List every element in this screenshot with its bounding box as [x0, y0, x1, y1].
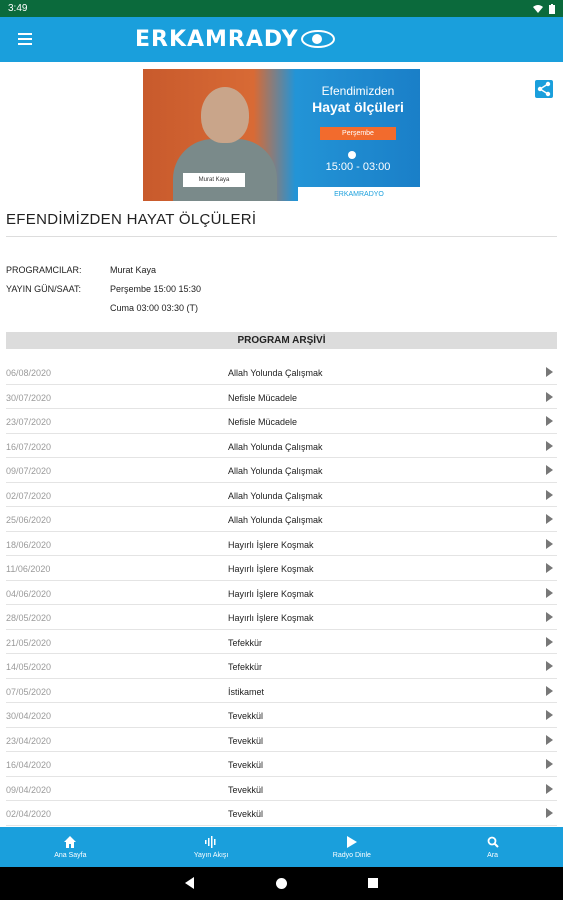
archive-title: Tevekkül [228, 784, 264, 795]
archive-date: 04/06/2020 [6, 588, 52, 599]
archive-date: 06/08/2020 [6, 368, 52, 378]
banner-time: 15:00 - 03:00 [325, 161, 391, 173]
play-arrow-icon[interactable] [546, 490, 553, 500]
play-arrow-icon[interactable] [546, 661, 553, 671]
archive-date: 16/07/2020 [6, 441, 52, 452]
play-arrow-icon[interactable] [546, 612, 553, 622]
nav-listen-label: Radyo Dinle [332, 852, 371, 859]
play-arrow-icon[interactable] [546, 784, 553, 794]
archive-title: Hayırlı İşlere Koşmak [228, 539, 314, 550]
play-arrow-icon[interactable] [546, 686, 553, 696]
play-arrow-icon[interactable] [546, 367, 553, 377]
archive-row[interactable] [6, 654, 557, 679]
back-icon[interactable] [185, 877, 194, 889]
play-arrow-icon[interactable] [546, 465, 553, 475]
archive-row[interactable] [6, 777, 557, 802]
play-arrow-icon[interactable] [546, 735, 553, 745]
bottom-navigation [0, 827, 563, 867]
search-icon [487, 836, 499, 848]
archive-date: 23/04/2020 [6, 735, 52, 746]
archive-title: Nefisle Mücadele [228, 392, 298, 403]
archive-title: Allah Yolunda Çalışmak [228, 441, 323, 452]
archive-title: Nefisle Mücadele [228, 417, 298, 427]
logo-text: ERKAMRADY [135, 26, 299, 52]
archive-title: İstikamet [228, 686, 265, 697]
archive-date: 23/07/2020 [6, 417, 52, 427]
erkam-radyo-logo [135, 27, 335, 51]
archive-date: 09/04/2020 [6, 784, 52, 795]
play-arrow-icon[interactable] [546, 808, 553, 818]
archive-date: 14/05/2020 [6, 662, 52, 672]
archive-row[interactable] [6, 801, 557, 826]
archive-title: Allah Yolunda Çalışmak [228, 466, 323, 476]
archive-row[interactable] [6, 409, 557, 434]
home-icon [64, 836, 76, 848]
nav-search-label: Ara [487, 852, 499, 859]
archive-date: 02/07/2020 [6, 490, 52, 501]
archive-title: Tevekkül [228, 760, 264, 770]
schedule-value-2: Cuma 03:00 03:30 (T) [110, 303, 199, 313]
share-button[interactable] [535, 80, 553, 98]
archive-row[interactable] [6, 630, 557, 655]
archive-date: 09/07/2020 [6, 466, 52, 476]
play-arrow-icon[interactable] [546, 563, 553, 573]
archive-row[interactable] [6, 556, 557, 581]
archive-title: Hayırlı İşlere Koşmak [228, 564, 314, 574]
logo-eye-icon [301, 30, 335, 48]
share-icon [535, 80, 553, 98]
archive-row[interactable] [6, 385, 557, 410]
archive-date: 18/06/2020 [6, 539, 52, 550]
menu-icon[interactable] [18, 33, 32, 45]
archive-row[interactable] [6, 507, 557, 532]
nav-home-label: Ana Sayfa [54, 852, 87, 859]
archive-title: Tevekkül [228, 735, 264, 746]
hosts-label: PROGRAMCILAR: [6, 265, 82, 275]
nav-schedule[interactable] [141, 827, 282, 867]
archive-title: Hayırlı İşlere Koşmak [228, 613, 314, 623]
recent-apps-icon[interactable] [368, 878, 378, 888]
battery-icon [549, 4, 555, 14]
play-arrow-icon[interactable] [546, 588, 553, 598]
play-arrow-icon[interactable] [546, 514, 553, 524]
archive-title: Hayırlı İşlere Koşmak [228, 588, 314, 599]
archive-row[interactable] [6, 434, 557, 459]
play-arrow-icon[interactable] [546, 441, 553, 451]
home-circle-icon[interactable] [276, 878, 287, 889]
title-divider [6, 236, 557, 237]
banner-line2: Hayat ölçüleri [312, 99, 404, 115]
banner-day: Perşembe [320, 127, 396, 140]
status-bar [0, 0, 563, 17]
archive-row[interactable] [6, 483, 557, 508]
archive-date: 28/05/2020 [6, 613, 52, 623]
archive-title: Tefekkür [228, 637, 263, 648]
archive-row[interactable] [6, 605, 557, 630]
play-arrow-icon[interactable] [546, 710, 553, 720]
play-arrow-icon[interactable] [546, 637, 553, 647]
archive-date: 16/04/2020 [6, 760, 52, 770]
archive-list [6, 360, 557, 826]
archive-title: Allah Yolunda Çalışmak [228, 515, 323, 525]
archive-date: 21/05/2020 [6, 637, 52, 648]
status-icons [533, 4, 555, 14]
app-bar [0, 17, 563, 62]
schedule-label: YAYIN GÜN/SAAT: [6, 284, 82, 294]
archive-title: Allah Yolunda Çalışmak [228, 490, 323, 501]
banner-footer-logo: ERKAMRADYO [298, 187, 420, 201]
nav-home[interactable] [0, 827, 141, 867]
nav-schedule-label: Yayın Akışı [193, 852, 229, 859]
schedule-value-1: Perşembe 15:00 15:30 [110, 284, 202, 294]
play-arrow-icon[interactable] [546, 416, 553, 426]
archive-title: Tefekkür [228, 662, 263, 672]
play-arrow-icon[interactable] [546, 539, 553, 549]
archive-row[interactable] [6, 752, 557, 777]
play-icon [347, 836, 357, 848]
archive-title: Allah Yolunda Çalışmak [228, 368, 323, 378]
archive-header: PROGRAM ARŞİVİ [6, 332, 557, 349]
archive-date: 25/06/2020 [6, 515, 52, 525]
archive-title: Tevekkül [228, 809, 264, 819]
play-arrow-icon[interactable] [546, 759, 553, 769]
clock-icon [348, 151, 356, 159]
archive-date: 11/06/2020 [6, 564, 51, 574]
archive-date: 07/05/2020 [6, 686, 52, 697]
archive-row[interactable] [6, 728, 557, 753]
play-arrow-icon[interactable] [546, 392, 553, 402]
archive-row[interactable] [6, 360, 557, 385]
system-navigation-bar [0, 867, 563, 900]
archive-row[interactable] [6, 532, 557, 557]
archive-row[interactable] [6, 458, 557, 483]
archive-date: 30/07/2020 [6, 392, 52, 403]
archive-date: 30/04/2020 [6, 711, 52, 721]
archive-title: Tevekkül [228, 711, 264, 721]
nav-search[interactable] [422, 827, 563, 867]
nav-listen[interactable] [282, 827, 423, 867]
archive-row[interactable] [6, 581, 557, 606]
program-banner-image [143, 69, 420, 201]
wifi-icon [533, 4, 543, 13]
status-time: 3:49 [8, 3, 28, 14]
archive-date: 02/04/2020 [6, 809, 52, 819]
banner-host-name: Murat Kaya [183, 173, 245, 187]
hosts-value: Murat Kaya [110, 265, 157, 275]
page-title: EFENDİMİZDEN HAYAT ÖLÇÜLERİ [6, 211, 257, 228]
archive-row[interactable] [6, 679, 557, 704]
audio-wave-icon [204, 836, 218, 848]
archive-row[interactable] [6, 703, 557, 728]
banner-line1: Efendimizden [321, 84, 395, 98]
